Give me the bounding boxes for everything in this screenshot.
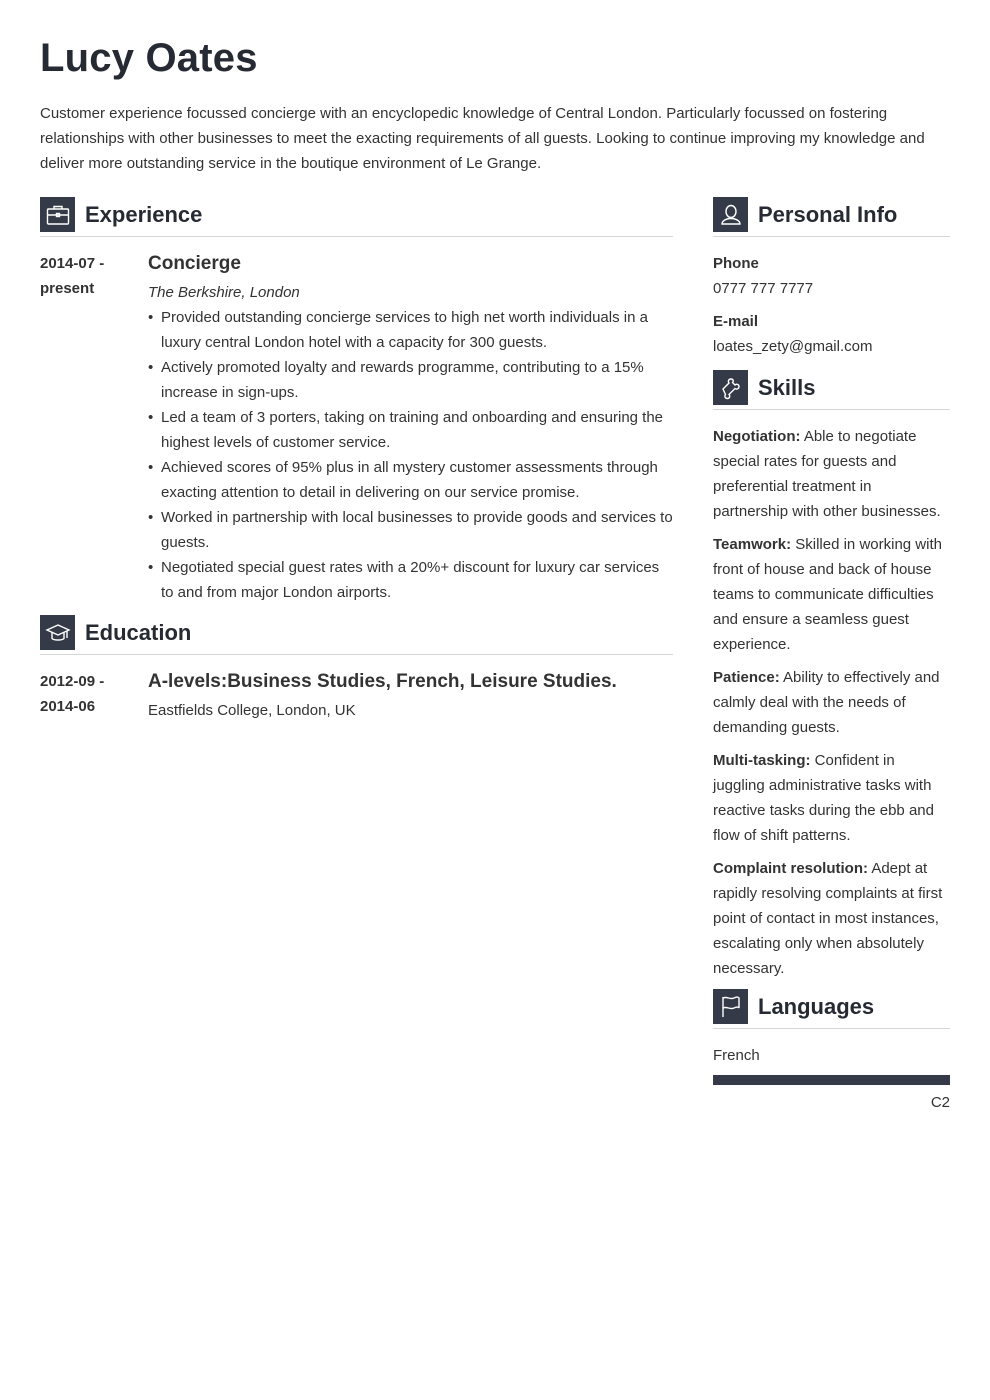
job-title: Concierge	[148, 253, 241, 274]
experience-title: Experience	[85, 202, 203, 227]
email-value: loates_zety@gmail.com	[713, 338, 873, 355]
skills-section	[713, 370, 950, 981]
skill-name: Teamwork:	[713, 536, 792, 553]
personal-info-section	[713, 197, 950, 359]
skill-item	[713, 748, 950, 848]
education-title: Education	[85, 620, 192, 645]
language-proficiency-fill	[713, 1075, 950, 1085]
skill-description: Able to negotiate special rates for guests and preferential treatment in partnership with other businesses.	[713, 428, 941, 520]
phone-label: Phone	[713, 255, 759, 272]
skill-description: Confident in juggling administrative tasks with reactive tasks during the ebb and flow of shift patterns.	[713, 752, 934, 844]
experience-body	[148, 251, 673, 605]
education-header	[40, 615, 673, 655]
puzzle-icon	[713, 370, 748, 405]
skills-header	[713, 370, 950, 410]
languages-header	[713, 989, 950, 1029]
experience-header	[40, 197, 673, 237]
experience-section	[40, 197, 673, 605]
skill-name: Multi-tasking:	[713, 752, 811, 769]
main-column	[40, 197, 673, 723]
language-level: C2	[930, 1094, 950, 1111]
skill-item	[713, 532, 950, 657]
skill-name: Complaint resolution:	[713, 860, 868, 877]
list-item: • Negotiated special guest rates with a 20%+ discount for luxury car services to and from major London airports.	[148, 555, 673, 605]
person-icon	[713, 197, 748, 232]
skill-item	[713, 424, 950, 524]
skill-description: Adept at rapidly resolving complaints at first point of contact in most instances, escalating only when absolutely necessary.	[713, 860, 943, 977]
education-section	[40, 615, 673, 723]
experience-entry	[40, 251, 673, 605]
list-item: • Worked in partnership with local businesses to provide goods and services to guests.	[148, 505, 673, 555]
education-date: 2012-09 - 2014-06	[40, 673, 105, 715]
skill-name: Patience:	[713, 669, 780, 686]
briefcase-icon	[40, 197, 75, 232]
phone-value: 0777 777 7777	[713, 280, 814, 297]
email-label: E-mail	[713, 313, 759, 330]
candidate-name: Lucy Oates	[40, 36, 258, 80]
skill-name: Negotiation:	[713, 428, 801, 445]
flag-icon	[713, 989, 748, 1024]
list-item: • Led a team of 3 porters, taking on training and onboarding and ensuring the highest levels of customer service.	[148, 405, 673, 455]
language-name: French	[713, 1047, 760, 1064]
skills-title: Skills	[758, 375, 816, 400]
languages-section	[713, 989, 950, 1115]
experience-date: 2014-07 - present	[40, 255, 105, 297]
skill-description: Skilled in working with front of house and back of house teams to communicate difficulties and ensure a seamless guest experience.	[713, 536, 942, 653]
language-proficiency-bar	[713, 1075, 950, 1085]
personal-info-header	[713, 197, 950, 237]
responsibilities-list	[148, 305, 673, 605]
skill-item	[713, 856, 950, 981]
degree-title: A-levels:Business Studies, French, Leisure Studies.	[148, 671, 617, 692]
education-body	[148, 669, 673, 723]
employer: The Berkshire, London	[148, 284, 300, 301]
education-entry	[40, 669, 673, 723]
sidebar-column	[713, 197, 950, 1115]
list-item: • Actively promoted loyalty and rewards programme, contributing to a 15% increase in sign-ups.	[148, 355, 673, 405]
skill-description: Ability to effectively and calmly deal with the needs of demanding guests.	[713, 669, 940, 736]
profile-summary: Customer experience focussed concierge with an encyclopedic knowledge of Central London. Particularly focussed on fostering relationships with other businesses to meet the exacting requirements of all guests. Looking to continue improving my knowledge and deliver more outstanding service in the boutique environment of Le Grange.	[40, 105, 925, 172]
list-item: • Achieved scores of 95% plus in all mystery customer assessments through exacting attention to detail in delivering on our service promise.	[148, 455, 673, 505]
personal-info-title: Personal Info	[758, 202, 898, 227]
list-item: • Provided outstanding concierge services to high net worth individuals in a luxury central London hotel with a capacity for 300 guests.	[148, 305, 673, 355]
languages-title: Languages	[758, 994, 875, 1019]
graduation-cap-icon	[40, 615, 75, 650]
skill-item	[713, 665, 950, 740]
school-name: Eastfields College, London, UK	[148, 702, 356, 719]
